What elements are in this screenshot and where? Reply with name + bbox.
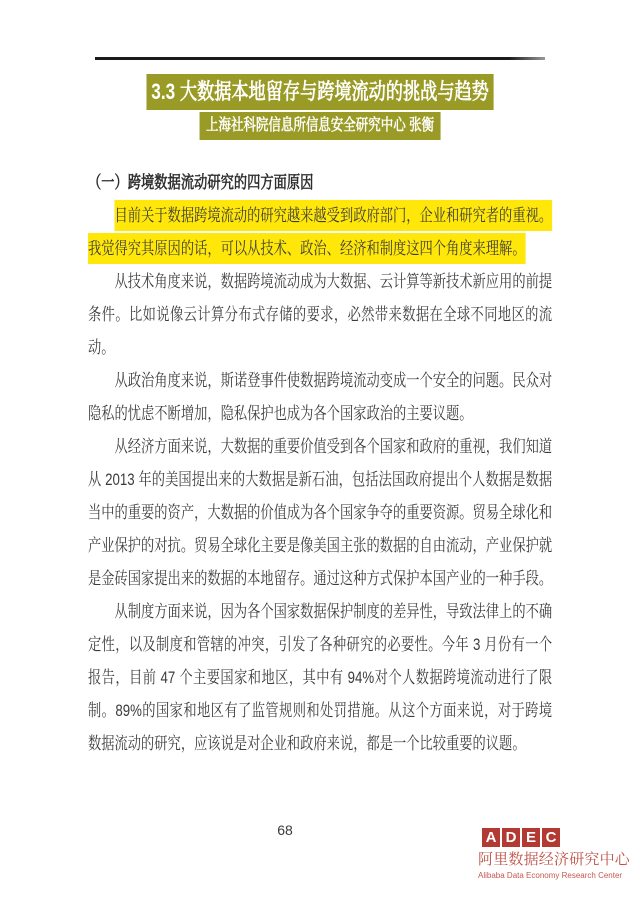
adec-logo-letters xyxy=(482,828,634,847)
header-rule xyxy=(95,57,545,60)
highlighted-text: 目前关于数据跨境流动的研究越来越受到政府部门，企业和研究者的重视。我觉得究其原因的话，可以从技术、政治、经济和制度这四个角度来理解。 xyxy=(88,200,552,264)
adec-logo-letter: C xyxy=(542,828,560,847)
adec-logo-letter: A xyxy=(482,828,500,847)
body-paragraph: 从政治角度来说，斯诺登事件使数据跨境流动变成一个安全的问题。民众对隐私的忧虑不断增加，隐私保护也成为各个国家政治的主要议题。 xyxy=(88,371,553,423)
adec-logo-letter: E xyxy=(522,828,540,847)
body-paragraph xyxy=(88,199,552,265)
adec-logo xyxy=(478,828,634,881)
body-paragraph: 从经济方面来说，大数据的重要价值受到各个国家和政府的重视，我们知道从 2013 年的美国提出来的大数据是新石油，包括法国政府提出个人数据是数据当中的重要的资产，大数据的价值成为各个国家争夺的重要资源。贸易全球化和产业保护的对抗。贸易全球化主要是像美国主张的数据的自由流动，产业保护就是金砖国家提出来的数据的本地留存。通过这种方式保护本国产业的一种手段。 xyxy=(88,437,553,588)
subtitle-row xyxy=(88,112,552,140)
adec-logo-letter: D xyxy=(502,828,520,847)
section-heading: （一）跨境数据流动研究的四方面原因 xyxy=(88,173,314,192)
body-paragraph: 从技术角度来说，数据跨境流动成为大数据、云计算等新技术新应用的前提条件。比如说像云计算分布式存储的要求，必然带来数据在全球不同地区的流动。 xyxy=(88,272,553,357)
title-row xyxy=(88,74,552,110)
author-affiliation: 上海社科院信息所信息安全研究中心 张衡 xyxy=(200,112,441,140)
page-number: 68 xyxy=(277,822,293,838)
adec-logo-name-en: Alibaba Data Economy Research Center xyxy=(478,871,623,880)
text-column xyxy=(88,74,552,760)
body-paragraph: 从制度方面来说，因为各个国家数据保护制度的差异性，导致法律上的不确定性，以及制度和管辖的冲突，引发了各种研究的必要性。今年 3 月份有一个报告，目前 47 个主要国家和地区，其中有 94%对个人数据跨境流动进行了限制。89%的国家和地区有了监管规则和处罚措施。从这个方面来说，对于跨境数据流动的研究，应该说是对企业和政府来说，都是一个比较重要的议题。 xyxy=(88,602,553,753)
chapter-title: 3.3 大数据本地留存与跨境流动的挑战与趋势 xyxy=(147,74,494,110)
adec-logo-name-cn: 阿里数据经济研究中心 xyxy=(478,851,631,868)
